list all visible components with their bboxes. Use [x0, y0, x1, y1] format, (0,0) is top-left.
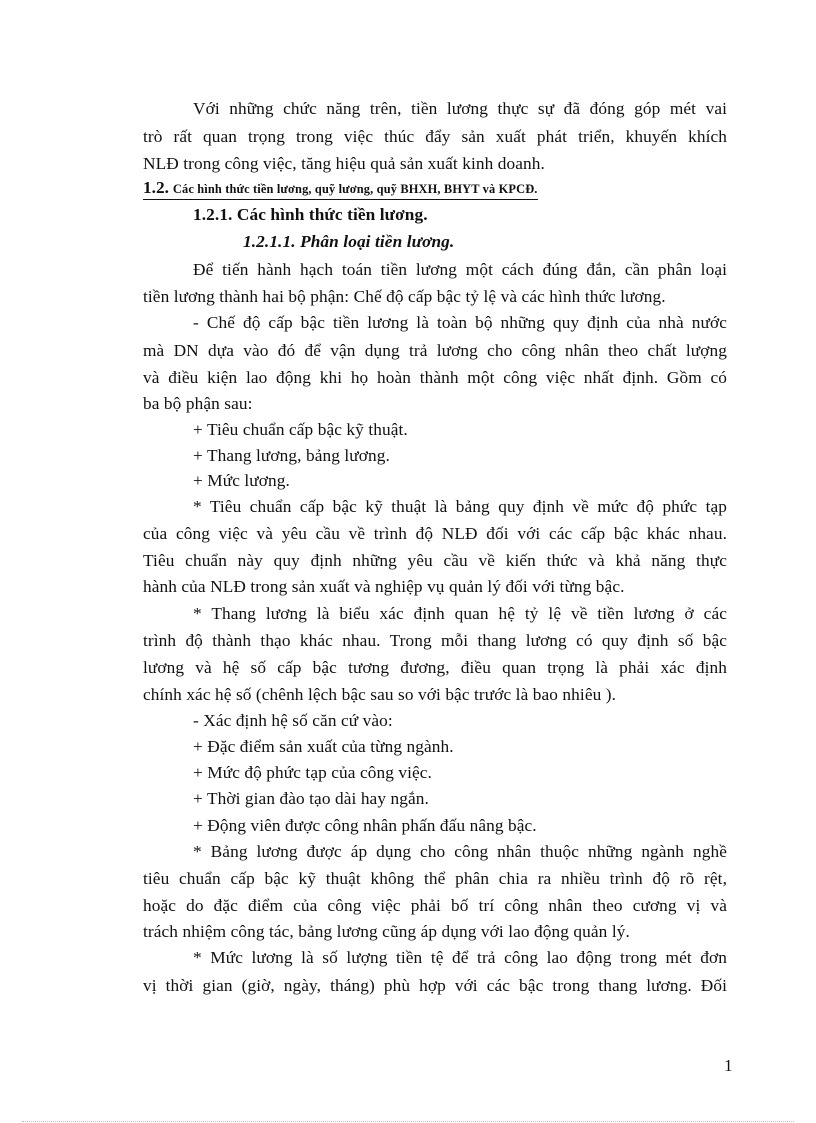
- body-line-18: - Xác định hệ số căn cứ vào:: [193, 711, 393, 730]
- body-line-15: trình độ thành thạo khác nhau. Trong mỗi thang lương có quy định số bậc: [143, 631, 727, 650]
- body-line-7: + Tiêu chuẩn cấp bậc kỹ thuật.: [193, 420, 408, 439]
- body-line-6: ba bộ phận sau:: [143, 394, 253, 413]
- body-line-13: hành của NLĐ trong sản xuất và nghiệp vụ quản lý đối với từng bậc.: [143, 577, 625, 596]
- intro-line-1: Với những chức năng trên, tiền lương thực sự đã đóng góp mét vai: [193, 99, 727, 118]
- body-line-20: + Mức độ phức tạp của công việc.: [193, 763, 432, 782]
- body-line-9: + Mức lương.: [193, 471, 290, 490]
- body-line-23: * Bảng lương được áp dụng cho công nhân thuộc những ngành nghề: [193, 842, 727, 861]
- intro-line-3: NLĐ trong công việc, tăng hiệu quả sản xuất kinh doanh.: [143, 154, 545, 173]
- body-line-19: + Đặc điểm sản xuất của từng ngành.: [193, 737, 454, 756]
- body-line-17: chính xác hệ số (chênh lệch bậc sau so với bậc trước là bao nhiêu ).: [143, 685, 617, 704]
- body-line-25: hoặc do đặc điểm của công việc phải bố trí công nhân theo cương vị và: [143, 896, 727, 915]
- body-line-5: và điều kiện lao động khi họ hoàn thành một công việc nhất định. Gồm có: [143, 368, 727, 387]
- body-line-2: tiền lương thành hai bộ phận: Chế độ cấp bậc tỷ lệ và các hình thức lương.: [143, 287, 666, 306]
- page-number: 1: [724, 1056, 733, 1075]
- section-heading: [143, 178, 538, 200]
- body-line-16: lương và hệ số cấp bậc tương đương, điều quan trọng là phải xác định: [143, 658, 727, 677]
- body-line-14: * Thang lương là biểu xác định quan hệ tỷ lệ về tiền lương ở các: [193, 604, 727, 623]
- body-line-1: Để tiến hành hạch toán tiền lương một cách đúng đắn, cần phân loại: [193, 260, 727, 279]
- body-line-4: mà DN dựa vào đó để vận dụng trả lương cho công nhân theo chất lượng: [143, 341, 727, 360]
- body-line-27: * Mức lương là số lượng tiền tệ để trả công lao động trong mét đơn: [193, 948, 727, 967]
- body-line-10: * Tiêu chuẩn cấp bậc kỹ thuật là bảng quy định về mức độ phức tạp: [193, 497, 727, 516]
- section-title: Các hình thức tiền lương, quỹ lương, quỹ BHXH, BHYT và KPCĐ.: [172, 182, 538, 196]
- body-line-28: vị thời gian (giờ, ngày, tháng) phù hợp với các bậc trong thang lương. Đối: [143, 976, 727, 995]
- page-bottom-divider: [22, 1121, 794, 1122]
- subsubsection-heading: 1.2.1.1. Phân loại tiền lương.: [243, 232, 455, 251]
- subsection-heading: 1.2.1. Các hình thức tiền lương.: [193, 205, 428, 224]
- body-line-12: Tiêu chuẩn này quy định những yêu cầu về kiến thức và khả năng thực: [143, 551, 727, 570]
- intro-line-2: trò rất quan trọng trong việc thúc đẩy sản xuất phát triển, khuyến khích: [143, 127, 727, 146]
- body-line-21: + Thời gian đào tạo dài hay ngắn.: [193, 789, 429, 808]
- body-line-26: trách nhiệm công tác, bảng lương cũng áp dụng với lao động quản lý.: [143, 922, 630, 941]
- body-line-3: - Chế độ cấp bậc tiền lương là toàn bộ những quy định của nhà nước: [193, 313, 727, 332]
- section-number: 1.2.: [143, 178, 169, 197]
- body-line-8: + Thang lương, bảng lương.: [193, 446, 390, 465]
- body-line-22: + Động viên được công nhân phấn đấu nâng bậc.: [193, 816, 537, 835]
- body-line-24: tiêu chuẩn cấp bậc kỹ thuật không thể phân chia ra nhiều trình độ rõ rệt,: [143, 869, 727, 888]
- body-line-11: của công việc và yêu cầu về trình độ NLĐ đối với các cấp bậc khác nhau.: [143, 524, 727, 543]
